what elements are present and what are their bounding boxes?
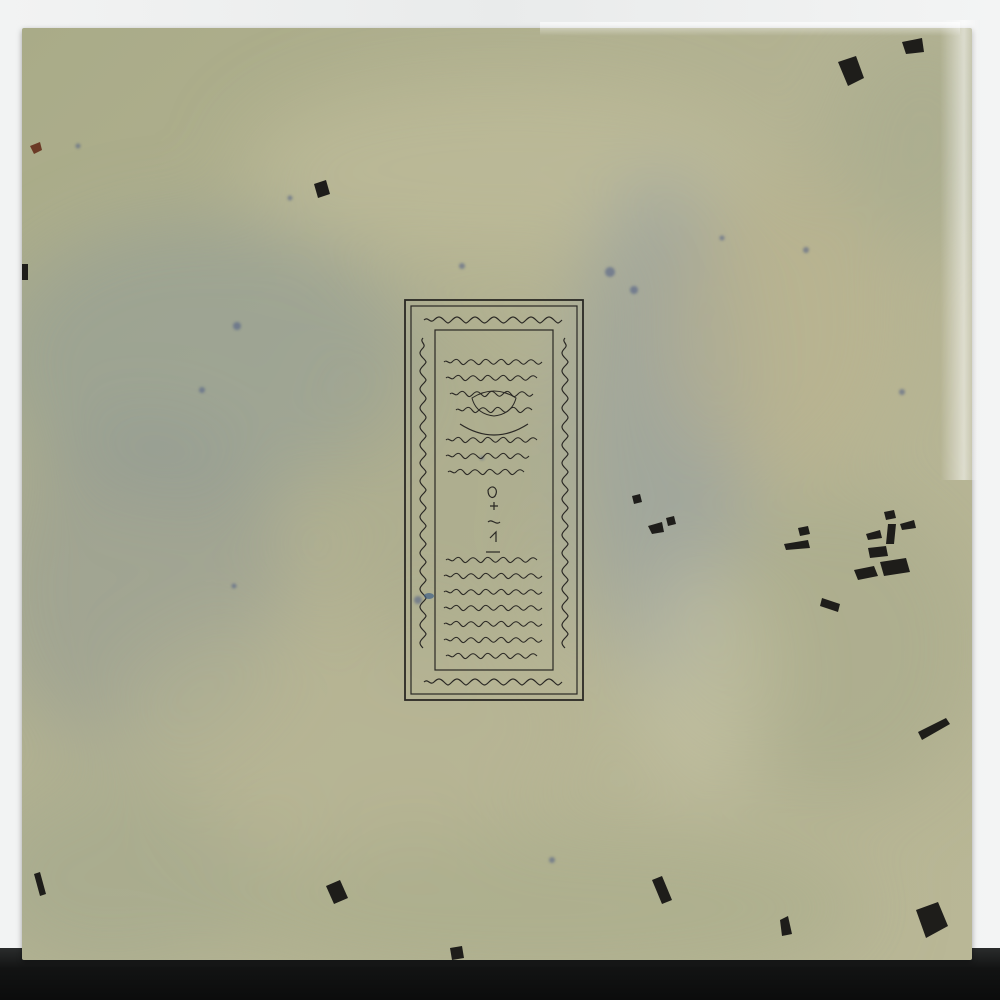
paper-grain: [22, 28, 972, 960]
emblem-ink-blot: [424, 593, 434, 599]
record-sleeve: [22, 28, 972, 960]
cover-artwork: [22, 28, 972, 960]
